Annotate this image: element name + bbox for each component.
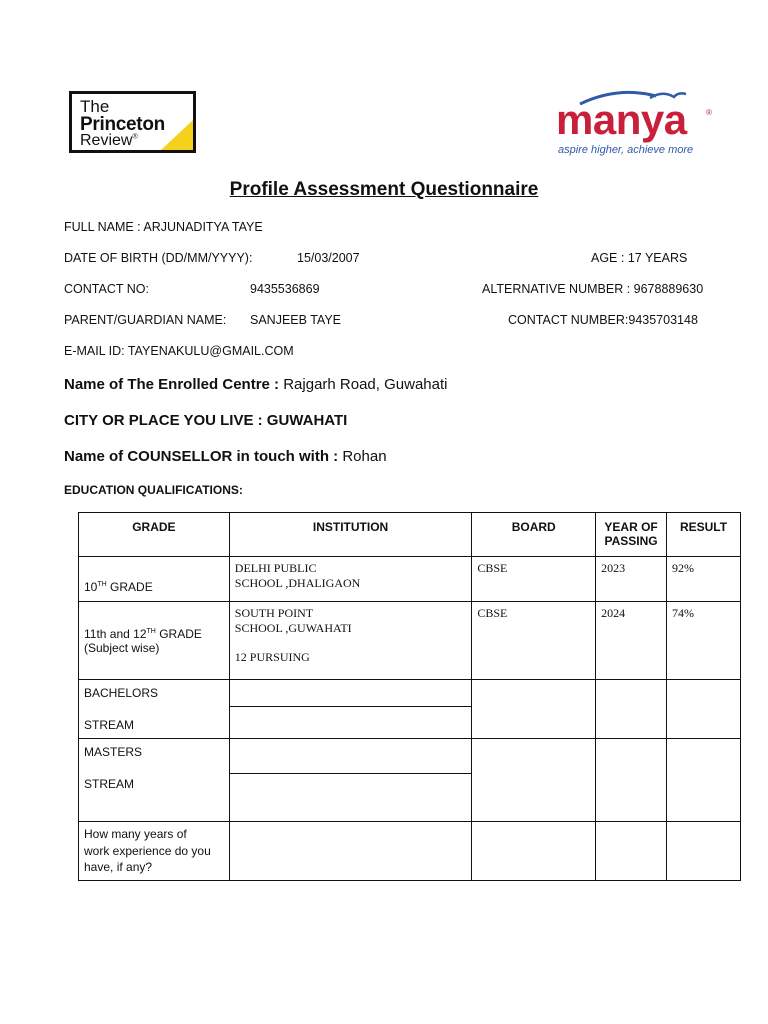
manya-reg-mark: ® xyxy=(706,108,712,117)
board-10: CBSE xyxy=(472,557,596,602)
table-row xyxy=(79,739,741,774)
board-12: CBSE xyxy=(472,602,596,680)
masters-institution xyxy=(229,739,472,774)
logo-line-the: The xyxy=(80,97,110,116)
masters-result xyxy=(667,739,741,822)
work-empty-board xyxy=(472,822,596,881)
result-10: 92% xyxy=(667,557,741,602)
contact-label: CONTACT NO: xyxy=(64,282,149,296)
bachelors-result xyxy=(667,680,741,739)
education-table xyxy=(78,512,741,881)
masters-year xyxy=(596,739,667,822)
grade-12: 11th and 12TH GRADE (Subject wise) xyxy=(79,602,230,680)
year-12: 2024 xyxy=(596,602,667,680)
full-name: FULL NAME : ARJUNADITYA TAYE xyxy=(64,220,263,234)
bachelors-year xyxy=(596,680,667,739)
manya-tagline: aspire higher, achieve more xyxy=(558,144,694,156)
contact-value: 9435536869 xyxy=(250,282,320,296)
parent-contact-number: CONTACT NUMBER:9435703148 xyxy=(508,313,698,327)
logo-yellow-triangle xyxy=(161,120,193,150)
institution-10: DELHI PUBLIC SCHOOL ,DHALIGAON xyxy=(229,557,472,602)
table-row xyxy=(79,602,741,680)
work-experience-value xyxy=(229,822,472,881)
year-10: 2023 xyxy=(596,557,667,602)
education-heading: EDUCATION QUALIFICATIONS: xyxy=(64,483,243,497)
table-row xyxy=(79,680,741,707)
work-empty-year xyxy=(596,822,667,881)
table-header-row xyxy=(79,513,741,557)
header-grade: GRADE xyxy=(79,513,230,557)
bachelors-board xyxy=(472,680,596,739)
manya-logo-word: manya xyxy=(556,96,687,143)
bachelors-cell: BACHELORS STREAM xyxy=(79,680,230,739)
alternative-number: ALTERNATIVE NUMBER : 9678889630 xyxy=(482,282,704,296)
parent-label: PARENT/GUARDIAN NAME: xyxy=(64,313,227,327)
work-empty-result xyxy=(667,822,741,881)
grade-10: 10TH GRADE xyxy=(79,557,230,602)
enrolled-centre: Name of The Enrolled Centre : Rajgarh Road, Guwahati xyxy=(64,376,448,393)
page-title: Profile Assessment Questionnaire xyxy=(229,179,539,200)
dob-label: DATE OF BIRTH (DD/MM/YYYY): xyxy=(64,251,253,265)
masters-board xyxy=(472,739,596,822)
result-12: 74% xyxy=(667,602,741,680)
table-row xyxy=(79,822,741,881)
table-row xyxy=(79,557,741,602)
header-result: RESULT xyxy=(667,513,741,557)
logo-line-princeton: Princeton xyxy=(80,114,165,135)
institution-12: SOUTH POINT SCHOOL ,GUWAHATI 12 PURSUING xyxy=(229,602,472,680)
princeton-review-logo xyxy=(69,91,196,153)
age: AGE : 17 YEARS xyxy=(591,251,688,265)
work-experience-label: How many years of work experience do you have, if any? xyxy=(79,822,230,881)
counsellor: Name of COUNSELLOR in touch with : Rohan xyxy=(64,448,387,465)
dob-value: 15/03/2007 xyxy=(297,251,360,265)
header-board: BOARD xyxy=(472,513,596,557)
masters-cell: MASTERS STREAM xyxy=(79,739,230,822)
masters-stream xyxy=(229,774,472,822)
city: CITY OR PLACE YOU LIVE : GUWAHATI xyxy=(64,412,348,429)
email: E-MAIL ID: TAYENAKULU@GMAIL.COM xyxy=(64,344,294,358)
header-year: YEAR OF PASSING xyxy=(596,513,667,557)
parent-value: SANJEEB TAYE xyxy=(250,313,342,327)
bachelors-institution xyxy=(229,680,472,707)
bachelors-stream xyxy=(229,707,472,739)
logo-line-review: Review® xyxy=(80,132,138,149)
header-institution: INSTITUTION xyxy=(229,513,472,557)
